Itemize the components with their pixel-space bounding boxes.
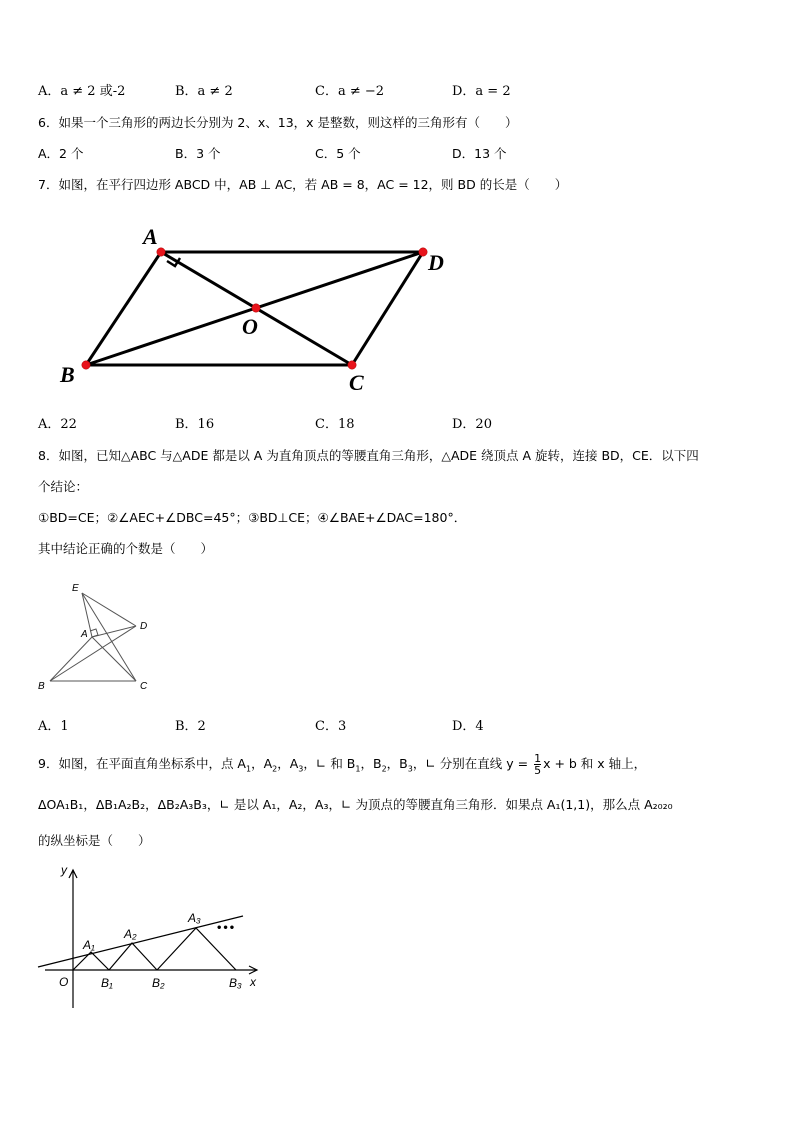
q9-text-5: ，B (360, 756, 382, 771)
label-b1: B₁ (101, 976, 113, 990)
q9-text-2: ，A (251, 756, 273, 771)
q8-stem-line1: 8．如图，已知△ABC 与△ADE 都是以 A 为直角顶点的等腰直角三角形，△ADE 绕顶点 A 旋转，连接 BD，CE．以下四 (38, 448, 699, 463)
label-a2: A₂ (124, 927, 137, 941)
q7-option-b: B．16 (175, 417, 215, 432)
label-e: E (72, 583, 79, 594)
q5-option-d: D．a = 2 (452, 84, 511, 99)
label-b: B (60, 362, 75, 387)
q9-text-4: ，∟ 和 B (303, 756, 356, 771)
q8-question: 其中结论正确的个数是（ ） (38, 541, 214, 556)
label-origin: O (59, 975, 69, 989)
q9-stem-line1: 9．如图，在平面直角坐标系中，点 $A_1$，$A_2$，$A_3$，∟ 和 $B_1$，$B_2$，$B_3$，∟ 分别在直线 y = $\frac{1}{5}$ x + b 和 x 轴上， (38, 752, 647, 777)
label-o: O (242, 314, 258, 339)
q9-text-3: ，A (277, 756, 299, 771)
label-a3: A₃ (188, 911, 201, 925)
q7-option-c: C．18 (315, 417, 355, 432)
q8-option-c: C．3 (315, 719, 347, 734)
line-y-equals-x-over-5-plus-b (38, 916, 243, 967)
label-d-small: D (140, 621, 148, 632)
label-c-small: C (140, 681, 148, 692)
label-d: D (428, 250, 444, 275)
label-c: C (349, 370, 364, 395)
q9-stem-line2: ΔOA₁B₁，ΔB₁A₂B₂，ΔB₂A₃B₃，∟ 是以 A₁，A₂，A₃，∟ 为顶点的等腰直角三角形．如果点 A₁(1,1)，那么点 A₂₀₂₀ (38, 797, 673, 812)
fraction-numerator: 1 (534, 752, 542, 765)
q9-text-7: ，∟ 分别在直线 y = (412, 756, 533, 771)
q7-option-a: A．22 (38, 417, 77, 432)
q6-option-b: B．3 个 (175, 146, 221, 161)
triangle-oa1b1 (73, 952, 109, 970)
q6-stem: 6．如果一个三角形的两边长分别为 2、x、13，x 是整数，则这样的三角形有（ ） (38, 115, 518, 130)
label-b2: B₂ (152, 976, 165, 990)
label-a1: A₁ (83, 938, 95, 952)
label-b3: B₃ (229, 976, 242, 990)
q8-conclusions: ①BD=CE；②∠AEC+∠DBC=45°；③BD⊥CE；④∠BAE+∠DAC=180°． (38, 510, 467, 525)
label-b-small: B (38, 681, 45, 692)
ellipsis-dots: ••• (216, 923, 236, 934)
label-x-axis: x (250, 975, 256, 989)
q6-option-a: A．2 个 (38, 146, 84, 161)
q7-stem: 7．如图，在平行四边形 ABCD 中，AB ⊥ AC，若 AB = 8，AC = 12，则 BD 的长是（ ） (38, 177, 568, 192)
q5-option-b: B．a ≠ 2 (175, 84, 233, 99)
label-a: A (143, 224, 158, 249)
label-y-axis: y (61, 863, 67, 877)
q8-option-d: D．4 (452, 719, 484, 734)
q6-option-d: D．13 个 (452, 146, 507, 161)
label-a-small: A (81, 629, 88, 640)
q6-option-c: C．5 个 (315, 146, 361, 161)
q7-option-d: D．20 (452, 417, 492, 432)
q5-option-a: A．a ≠ 2 或-2 (38, 84, 126, 99)
q9-text-1: 9．如图，在平面直角坐标系中，点 A (38, 756, 246, 771)
q8-option-a: A．1 (38, 719, 69, 734)
q9-text-6: ，B (386, 756, 408, 771)
q9-stem-line3: 的纵坐标是（ ） (38, 833, 151, 848)
fraction-denominator: 5 (534, 764, 542, 777)
q8-option-b: B．2 (175, 719, 206, 734)
q8-stem-line2: 个结论： (38, 479, 89, 494)
q9-text-8: x + b 和 x 轴上， (543, 756, 647, 771)
q5-option-c: C．a ≠ −2 (315, 84, 385, 99)
